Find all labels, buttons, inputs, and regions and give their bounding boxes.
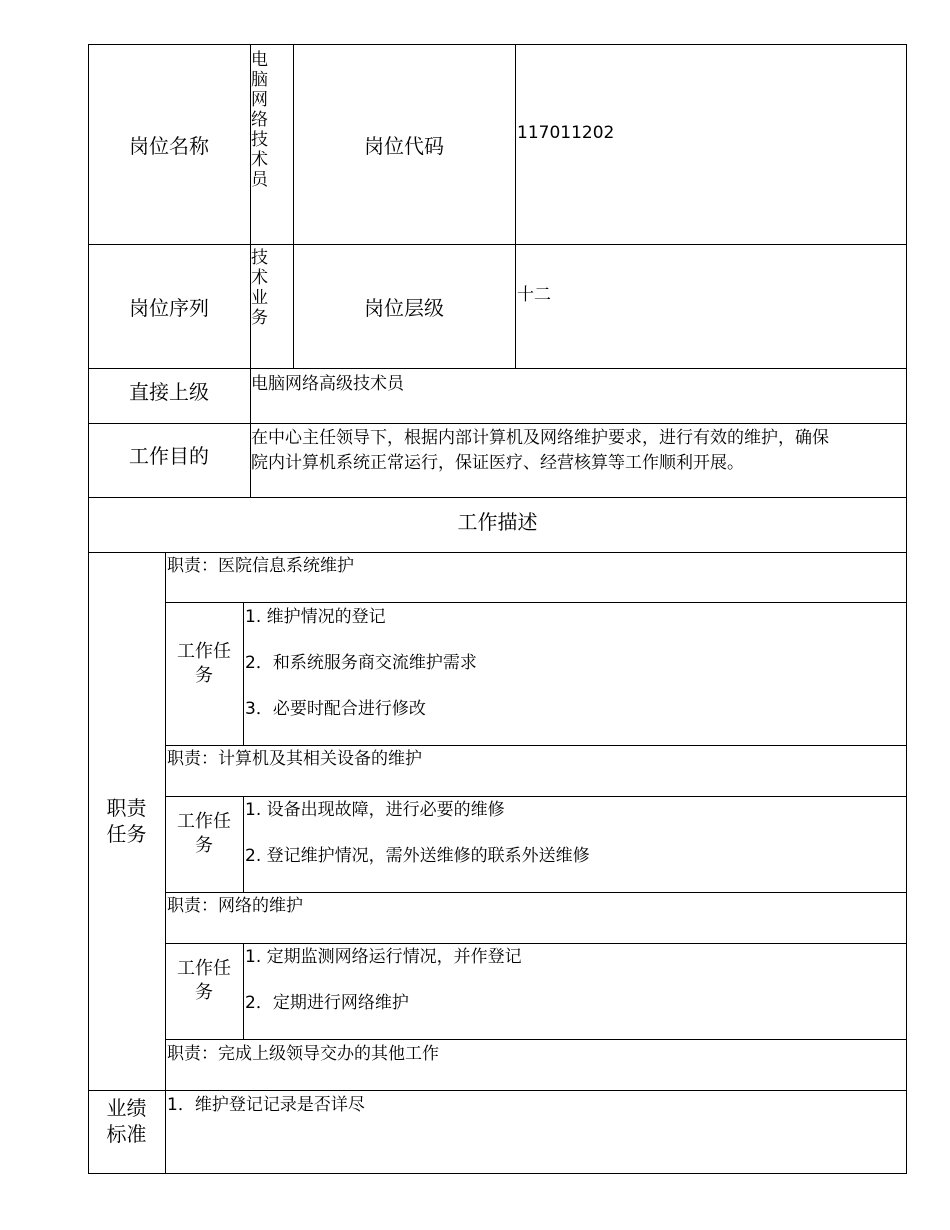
- position-level-value: 十二: [517, 285, 551, 305]
- position-name-value: 电脑网络技术员: [251, 50, 268, 190]
- task-item: 1. 定期监测网络运行情况，并作登记: [245, 947, 522, 967]
- purpose-line-1: 在中心主任领导下，根据内部计算机及网络维护要求，进行有效的维护，确保: [251, 428, 829, 448]
- task-label: 工作任务: [177, 958, 231, 1003]
- task-item: 1. 维护情况的登记: [245, 607, 386, 627]
- col-divider: [243, 796, 244, 892]
- task-item: 1. 设备出现故障，进行必要的维修: [245, 800, 505, 820]
- task-label: 工作任务: [177, 641, 231, 686]
- row-divider: [165, 796, 907, 797]
- supervisor-label: 直接上级: [129, 380, 209, 404]
- border: [88, 1173, 907, 1174]
- row-divider: [88, 368, 907, 369]
- position-level-label: 岗位层级: [364, 295, 444, 320]
- duty-title: 职责：医院信息系统维护: [167, 556, 354, 576]
- task-item: 2. 登记维护情况，需外送维修的联系外送维修: [245, 846, 590, 866]
- supervisor-value: 电脑网络高级技术员: [251, 374, 404, 394]
- row-divider: [165, 943, 907, 944]
- duty-title: 职责：完成上级领导交办的其他工作: [167, 1044, 439, 1064]
- description-title: 工作描述: [457, 510, 538, 534]
- row-divider: [165, 892, 907, 893]
- position-name-label: 岗位名称: [129, 133, 209, 158]
- performance-item: 1．维护登记记录是否详尽: [167, 1095, 365, 1115]
- row-divider: [88, 552, 907, 553]
- row-divider: [88, 497, 907, 498]
- position-series-label: 岗位序列: [129, 295, 209, 320]
- border: [906, 44, 907, 1174]
- task-item: 2．定期进行网络维护: [245, 993, 409, 1013]
- col-divider: [243, 943, 244, 1039]
- duty-title: 职责：网络的维护: [167, 896, 303, 916]
- task-item: 2．和系统服务商交流维护需求: [245, 653, 477, 673]
- col-divider: [243, 602, 244, 745]
- task-item: 3．必要时配合进行修改: [245, 699, 426, 719]
- row-divider: [165, 745, 907, 746]
- position-code-label: 岗位代码: [364, 133, 444, 158]
- row-divider: [165, 1039, 907, 1040]
- position-code-value: 117011202: [517, 123, 615, 143]
- purpose-label: 工作目的: [129, 444, 209, 468]
- purpose-line-2: 院内计算机系统正常运行，保证医疗、经营核算等工作顺利开展。: [251, 453, 744, 473]
- position-series-value: 技术业务: [251, 248, 268, 328]
- duties-label-text: 职责任务: [106, 796, 147, 846]
- col-divider: [515, 44, 516, 368]
- row-divider: [88, 1090, 907, 1091]
- task-label: 工作任务: [177, 811, 231, 856]
- row-divider: [88, 423, 907, 424]
- duty-title: 职责：计算机及其相关设备的维护: [167, 749, 422, 769]
- row-divider: [165, 602, 907, 603]
- performance-label: 业绩标准: [106, 1096, 147, 1146]
- duties-label: [88, 552, 165, 1090]
